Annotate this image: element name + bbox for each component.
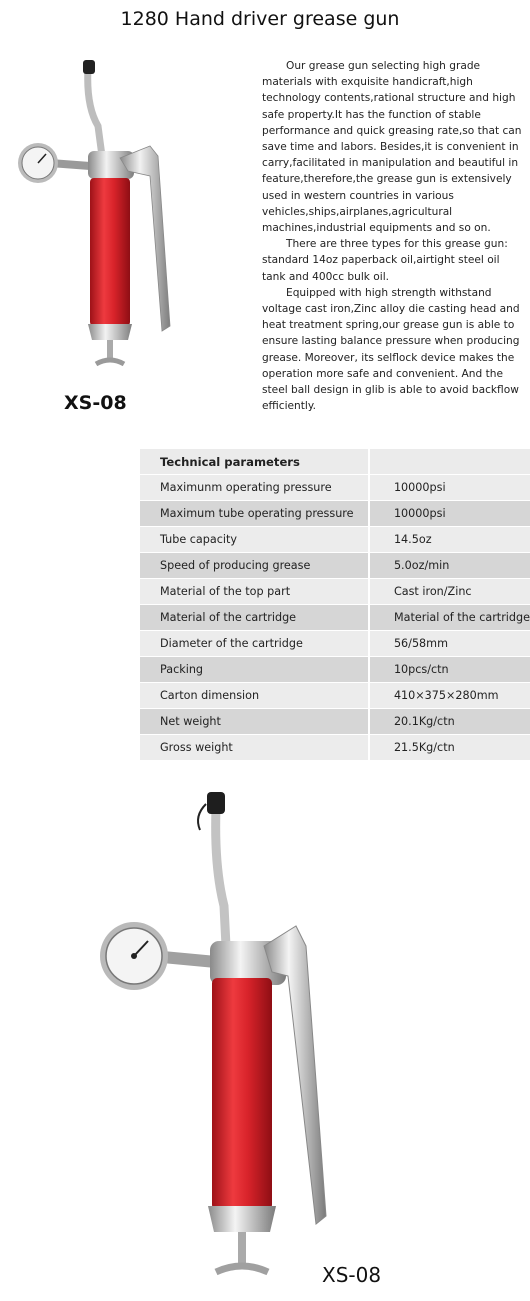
table-header: Technical parameters [140,449,369,475]
param-name: Maximunm operating pressure [140,475,369,501]
param-value: 10000psi [369,501,530,527]
param-value: 21.5Kg/ctn [369,735,530,761]
param-name: Packing [140,657,369,683]
param-value: 56/58mm [369,631,530,657]
param-name: Speed of producing grease [140,553,369,579]
table-row [140,631,530,657]
param-name: Carton dimension [140,683,369,709]
table-row [140,501,530,527]
table-row [140,605,530,631]
param-value: 14.5oz [369,527,530,553]
product-description [262,58,524,414]
param-name: Material of the cartridge [140,605,369,631]
param-value: 10pcs/ctn [369,657,530,683]
table-row [140,553,530,579]
param-value: 5.0oz/min [369,553,530,579]
table-row [140,527,530,553]
table-header-row [140,449,530,475]
page-title: 1280 Hand driver grease gun [120,8,400,30]
param-value: Cast iron/Zinc [369,579,530,605]
table-row [140,735,530,761]
param-name: Tube capacity [140,527,369,553]
param-name: Material of the top part [140,579,369,605]
grease-gun-image-top [10,56,180,386]
description-paragraph: Equipped with high strength withstand voltage cast iron,Zinc alloy die casting head and heat treatment spring,our grease gun is able to ensure lasting balance pressure when producing grease. Moreover, its selflock device makes the operation more safe and convenient. And the steel ball design in glib is able to avoid backflow efficiently. [262,286,520,413]
table-row [140,683,530,709]
param-value: Material of the cartridge [369,605,530,631]
table-row [140,475,530,501]
table-row [140,709,530,735]
param-value: 20.1Kg/ctn [369,709,530,735]
table-row [140,579,530,605]
param-name: Gross weight [140,735,369,761]
model-label: XS-08 [64,392,127,414]
description-paragraph: There are three types for this grease gun: standard 14oz paperback oil,airtight steel oil tank and 400cc bulk oil. [262,238,508,283]
technical-parameters-table [140,449,530,761]
param-value: 10000psi [369,475,530,501]
grease-gun-image-bottom [96,786,336,1291]
param-name: Maximum tube operating pressure [140,501,369,527]
model-label-bottom: XS-08 [322,1263,382,1287]
param-name: Diameter of the cartridge [140,631,369,657]
param-name: Net weight [140,709,369,735]
description-paragraph: Our grease gun selecting high grade materials with exquisite handicraft,high technology contents,rational structure and high safe property.It has the function of stable performance and quick greasing rate,so that can save time and labors. Besides,it is convenient in carry,facilitated in manipulation and beautiful in feature,therefore,the grease gun is extensively used in western countries in various vehicles,ships,airplanes,agricultural machines,industrial equipments and so on. [262,60,522,235]
param-value: 410×375×280mm [369,683,530,709]
table-row [140,657,530,683]
